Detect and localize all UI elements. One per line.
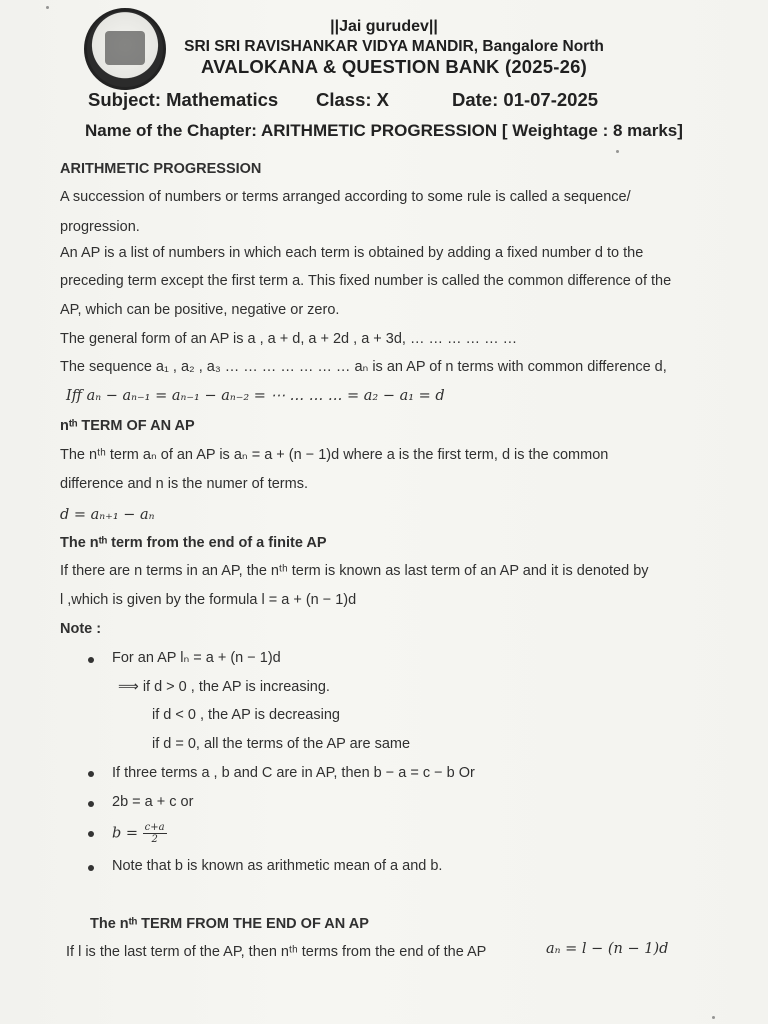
bullet-marker <box>88 831 94 837</box>
bullet-marker <box>88 865 94 871</box>
equation-common-difference: Iff aₙ − aₙ₋₁ = aₙ₋₁ − aₙ₋₂ = ⋯ … … … = a₂ − a₁ = d <box>66 388 445 404</box>
sub-item-decreasing: if d < 0 , the AP is decreasing <box>152 707 340 723</box>
equation-d: d = aₙ₊₁ − aₙ <box>60 507 155 523</box>
sub-item-same: if d = 0, all the terms of the AP are same <box>152 736 411 752</box>
bullet-for-an-ap: For an AP lₙ = a + (n − 1)d <box>112 650 281 666</box>
section-heading-nth-from-end-finite: The nᵗʰ term from the end of a finite AP <box>60 535 327 551</box>
fraction-lhs: b = <box>112 825 139 842</box>
paragraph-last-term-2: l ,which is given by the formula l = a + (n − 1)d <box>60 592 357 608</box>
bullet-marker <box>88 801 94 807</box>
section-heading-nth-from-end: The nᵗʰ TERM FROM THE END OF AN AP <box>90 916 369 932</box>
paragraph-nth-from-end: If l is the last term of the AP, then nᵗʰ terms from the end of the AP <box>66 944 487 960</box>
paragraph-ap-definition-1: An AP is a list of numbers in which each term is obtained by adding a fixed number d to the <box>60 245 644 261</box>
chapter-title: Name of the Chapter: ARITHMETIC PROGRESSION [ Weightage : 8 marks] <box>85 121 683 140</box>
fraction-denominator: 2 <box>151 834 158 845</box>
school-name: SRI SRI RAVISHANKAR VIDYA MANDIR, Bangalore North <box>184 38 604 55</box>
date-label: Date: 01-07-2025 <box>452 89 599 110</box>
paper-speck <box>616 150 619 153</box>
fraction-numerator: c+a <box>144 822 165 833</box>
paper-speck <box>46 6 49 9</box>
bullet-2b-equation: 2b = a + c or <box>112 794 194 810</box>
paragraph-ap-definition-3: AP, which can be positive, negative or zero. <box>60 302 340 318</box>
fraction <box>143 822 167 845</box>
paragraph-nth-term-2: difference and n is the numer of terms. <box>60 476 308 492</box>
paragraph-sequence-1: A succession of numbers or terms arranged according to some rule is called a sequence/ <box>60 189 631 205</box>
sub-item-increasing: ⟹ if d > 0 , the AP is increasing. <box>118 679 330 695</box>
bullet-marker <box>88 771 94 777</box>
paragraph-ap-definition-2: preceding term except the first term a. This fixed number is called the common difference of the <box>60 273 672 289</box>
section-heading-nth-term: nᵗʰ TERM OF AN AP <box>60 418 195 434</box>
section-heading-ap: ARITHMETIC PROGRESSION <box>60 161 262 177</box>
document-title: AVALOKANA & QUESTION BANK (2025-26) <box>201 56 587 77</box>
class-label: Class: X <box>316 89 390 110</box>
subject-label: Subject: Mathematics <box>88 89 279 110</box>
bullet-marker <box>88 657 94 663</box>
paragraph-nth-term-1: The nᵗʰ term aₙ of an AP is aₙ = a + (n − 1)d where a is the first term, d is the common <box>60 447 609 463</box>
bullet-arithmetic-mean: Note that b is known as arithmetic mean of a and b. <box>112 858 443 874</box>
paragraph-sequence-terms: The sequence a₁ , a₂ , a₃ … … … … … … … aₙ is an AP of n terms with common difference d, <box>60 359 667 375</box>
header-invocation: ||Jai gurudev|| <box>330 18 438 35</box>
bullet-b-fraction <box>112 822 728 845</box>
meta-row <box>0 89 768 115</box>
equation-nth-from-end: aₙ = l − (n − 1)d <box>546 941 669 957</box>
paragraph-general-form: The general form of an AP is a , a + d, a + 2d , a + 3d, … … … … … … <box>60 331 518 347</box>
paragraph-last-term-1: If there are n terms in an AP, the nᵗʰ term is known as last term of an AP and it is denoted by <box>60 563 649 579</box>
note-heading: Note : <box>60 621 102 637</box>
paragraph-sequence-2: progression. <box>60 219 140 235</box>
paper-speck <box>712 1016 715 1019</box>
bullet-three-terms: If three terms a , b and C are in AP, then b − a = c − b Or <box>112 765 475 781</box>
